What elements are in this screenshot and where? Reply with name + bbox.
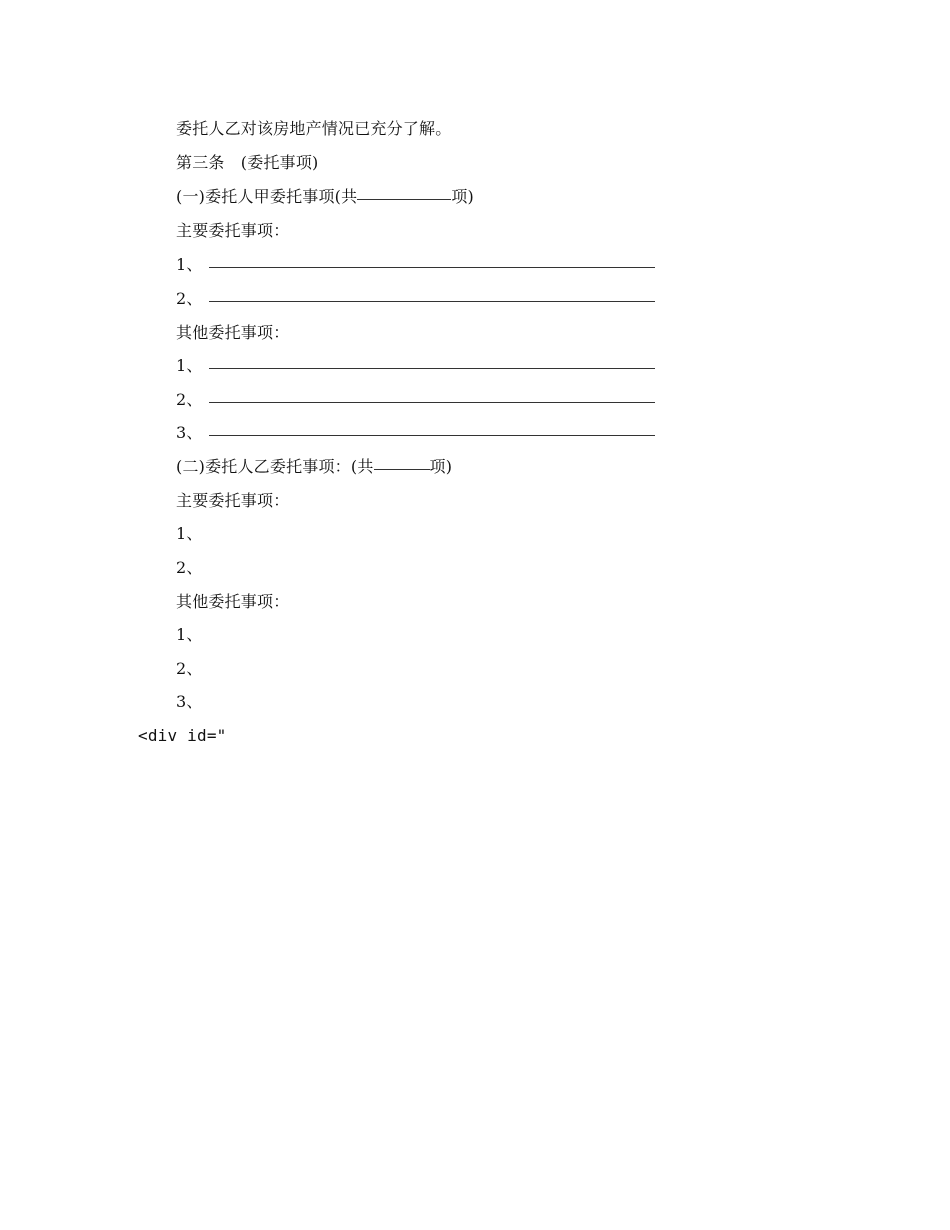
party-b-other-items-label: 其他委托事项： (176, 592, 290, 611)
party-a-other-item-2 (176, 389, 655, 411)
paragraph-understanding: 委托人乙对该房地产情况已充分了解。 (176, 119, 452, 138)
party-b-items-suffix: 项) (429, 457, 453, 476)
article-heading: 第三条 (委托事项) (176, 153, 319, 172)
item-number: 3、 (176, 423, 203, 442)
item-number: 2、 (176, 390, 203, 409)
party-b-main-items-label: 主要委托事项： (176, 491, 290, 510)
party-a-other-item-3 (176, 422, 655, 444)
fill-in-line (209, 300, 655, 302)
party-a-items-suffix: 项) (451, 187, 474, 206)
party-a-main-item-2 (176, 288, 655, 310)
item-number: 1、 (176, 255, 203, 274)
party-a-other-item-1 (176, 355, 655, 377)
party-a-items-heading (176, 186, 474, 208)
party-a-main-item-1 (176, 254, 655, 276)
party-b-main-item-1: 1、 (176, 524, 203, 543)
party-a-count-blank (357, 198, 451, 200)
party-a-items-prefix: (一)委托人甲委托事项(共 (176, 187, 358, 206)
party-b-other-item-3: 3、 (176, 692, 203, 711)
party-b-other-item-1: 1、 (176, 625, 203, 644)
party-b-other-item-2: 2、 (176, 659, 203, 678)
party-b-items-prefix: (二)委托人乙委托事项：(共 (176, 457, 374, 476)
item-number: 2、 (176, 289, 203, 308)
party-b-items-heading (176, 456, 452, 478)
stray-html-fragment: <div id=" (138, 726, 227, 745)
fill-in-line (209, 401, 655, 403)
fill-in-line (209, 266, 655, 268)
party-a-main-items-label: 主要委托事项： (176, 221, 290, 240)
fill-in-line (209, 367, 655, 369)
party-a-other-items-label: 其他委托事项： (176, 323, 290, 342)
party-b-count-blank (374, 468, 430, 470)
item-number: 1、 (176, 356, 203, 375)
party-b-main-item-2: 2、 (176, 558, 203, 577)
fill-in-line (209, 434, 655, 436)
